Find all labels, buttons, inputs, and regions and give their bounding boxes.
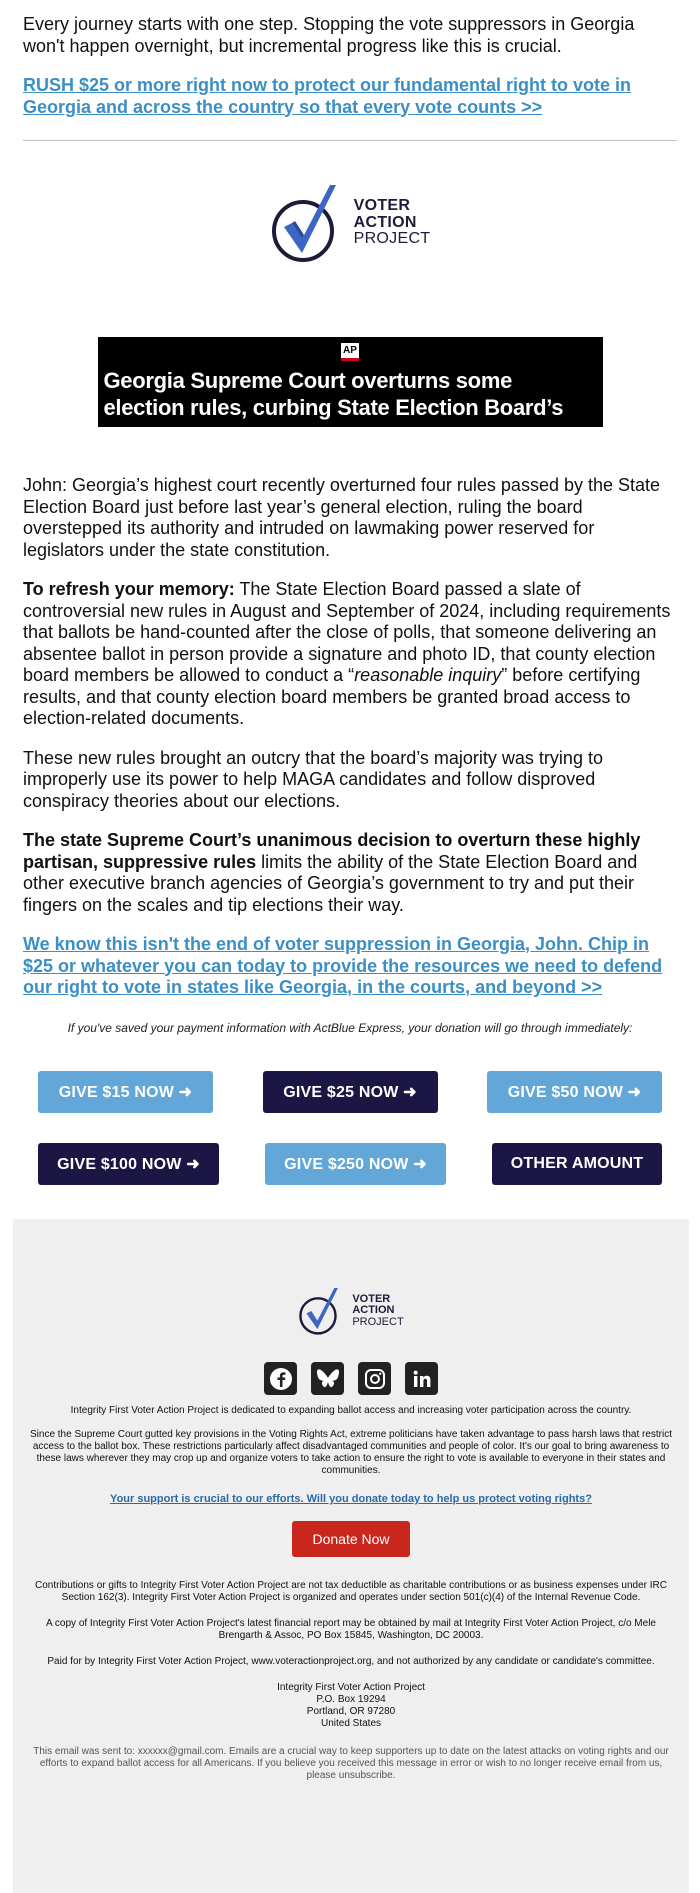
footer-sent-notice: This email was sent to: xxxxxx@gmail.com. Emails are a crucial way to keep supporters up to date on the latest attacks on voting rights and our efforts to expand ballot access for all Americans. If you believe you received this message in error or wish to no longer receive email from us, please unsubscribe. (33, 1746, 669, 1781)
footer-logo-voter: VOTER (352, 1292, 391, 1305)
article-paragraph-3: These new rules brought an outcry that the board’s majority was trying to improperly use its power to help MAGA candidates and follow disproved conspiracy theories about our elections. (23, 747, 603, 811)
give-15-button[interactable]: GIVE $15 NOW ➜ (38, 1071, 213, 1113)
address-po-box: P.O. Box 19294 (316, 1694, 386, 1705)
section-divider (23, 140, 677, 141)
footer-paid-for: Paid for by Integrity First Voter Action Project, www.voteractionproject.org, and not authorized by any candidate or candidate's committee. (47, 1656, 655, 1667)
banner-headline: Georgia Supreme Court overturns some election rules, curbing State Election Board’s power (103, 368, 564, 447)
address-country: United States (320, 1718, 382, 1729)
give-25-button[interactable]: GIVE $25 NOW ➜ (263, 1071, 438, 1113)
refresh-memory-label: To refresh your memory: (23, 579, 235, 599)
ap-logo: AP (341, 343, 359, 361)
social-links (13, 1362, 689, 1395)
facebook-icon[interactable] (264, 1362, 297, 1395)
p4-text: limits the ability of the State Election Board and other executive branch agencies of Georgia’s government to try and put their fingers on the scales and tip elections their way. (23, 851, 638, 915)
p2-text-a: The State Election Board passed a slate of controversial new rules in August and September of 2024, including requirements that ballots be hand-counted after the close of polls, that someone delivering an absentee ballot in person provide a signature and photo ID, that county election board members be allowed to conduct a “ (23, 579, 671, 685)
news-headline-banner[interactable] (98, 337, 603, 447)
donate-button-row-2 (23, 1143, 677, 1185)
give-50-button[interactable]: GIVE $50 NOW ➜ (487, 1071, 662, 1113)
footer-mission: Integrity First Voter Action Project is dedicated to expanding ballot access and increasing voter participation across the country. (70, 1405, 632, 1416)
footer-logo-text (352, 1294, 403, 1329)
logo-line-project: PROJECT (353, 230, 431, 248)
footer-logo-project: PROJECT (352, 1315, 404, 1328)
p2-text-b: ” before certifying results, and that county election board members be granted broad access to election-related documents. (23, 665, 641, 728)
give-250-button[interactable]: GIVE $250 NOW ➜ (265, 1143, 446, 1185)
article-donate-link[interactable]: We know this isn't the end of voter suppression in Georgia, John. Chip in $25 or whatever you can today to provide the resources we need to defend our right to vote in states like Georgia, in the courts, and beyond >> (23, 934, 663, 997)
instagram-icon[interactable] (358, 1362, 391, 1395)
footer-address (13, 1682, 689, 1730)
p4-bold-text: The state Supreme Court’s unanimous decision to overturn these highly partisan, suppressive rules (23, 830, 641, 872)
footer-logo (13, 1285, 689, 1337)
logo-text (354, 198, 431, 248)
address-city: Portland, OR 97280 (306, 1706, 396, 1717)
article-paragraph-4 (23, 830, 677, 916)
linkedin-icon[interactable] (405, 1362, 438, 1395)
bluesky-icon[interactable] (311, 1362, 344, 1395)
footer-checkmark-logo-icon (298, 1285, 344, 1337)
voter-action-project-logo (23, 181, 677, 265)
footer-support-link[interactable]: Your support is crucial to our efforts. Will you donate today to help us protect voting rights? (110, 1493, 592, 1505)
footer-logo-action: ACTION (352, 1304, 395, 1317)
logo-line-voter: VOTER (353, 196, 411, 214)
actblue-express-note: If you've saved your payment information with ActBlue Express, your donation will go through immediately: (67, 1020, 633, 1035)
checkmark-logo-icon (270, 181, 346, 265)
intro-donate-link[interactable]: RUSH $25 or more right now to protect our fundamental right to vote in Georgia and across the country so that every vote counts >> (23, 75, 632, 117)
p2-italic: reasonable inquiry (354, 665, 502, 685)
donate-button-row-1 (23, 1071, 677, 1113)
footer-vra-paragraph: Since the Supreme Court gutted key provisions in the Voting Rights Act, extreme politicians have taken advantage to pass harsh laws that restrict access to the ballot box. These restrictions particularly affect disadvantaged communities and people of color. It's our goal to bring awareness to these laws wherever they may crop up and organize voters to take action to ensure the right to vote is available to everyone in their states and communities. (29, 1429, 672, 1476)
give-100-button[interactable]: GIVE $100 NOW ➜ (38, 1143, 219, 1185)
article-paragraph-1: John: Georgia’s highest court recently overturned four rules passed by the State Election Board just before last year’s general election, ruling the board overstepped its authority and intruded on lawmaking power reserved for legislators under the state constitution. (23, 475, 661, 560)
donate-now-button[interactable]: Donate Now (292, 1521, 410, 1557)
email-footer (13, 1219, 689, 1893)
logo-line-action: ACTION (353, 213, 417, 231)
footer-tax-disclaimer: Contributions or gifts to Integrity First Voter Action Project are not tax deductible as charitable contributions or as business expenses under IRC Section 162(3). Integrity First Voter Action Project is organized and operates under section 501(c)(4) of the Internal Revenue Code. (35, 1580, 667, 1603)
other-amount-button[interactable]: OTHER AMOUNT (492, 1143, 662, 1185)
footer-financial-report: A copy of Integrity First Voter Action Project's latest financial report may be obtained by mail at Integrity First Voter Action Project, c/o Mele Brengarth & Assoc, PO Box 15845, Washington, DC 20003. (46, 1618, 656, 1641)
address-org: Integrity First Voter Action Project (277, 1682, 425, 1693)
intro-paragraph: Every journey starts with one step. Stopping the vote suppressors in Georgia won't happen overnight, but incremental progress like this is crucial. (23, 14, 635, 56)
article-paragraph-2 (23, 579, 677, 730)
